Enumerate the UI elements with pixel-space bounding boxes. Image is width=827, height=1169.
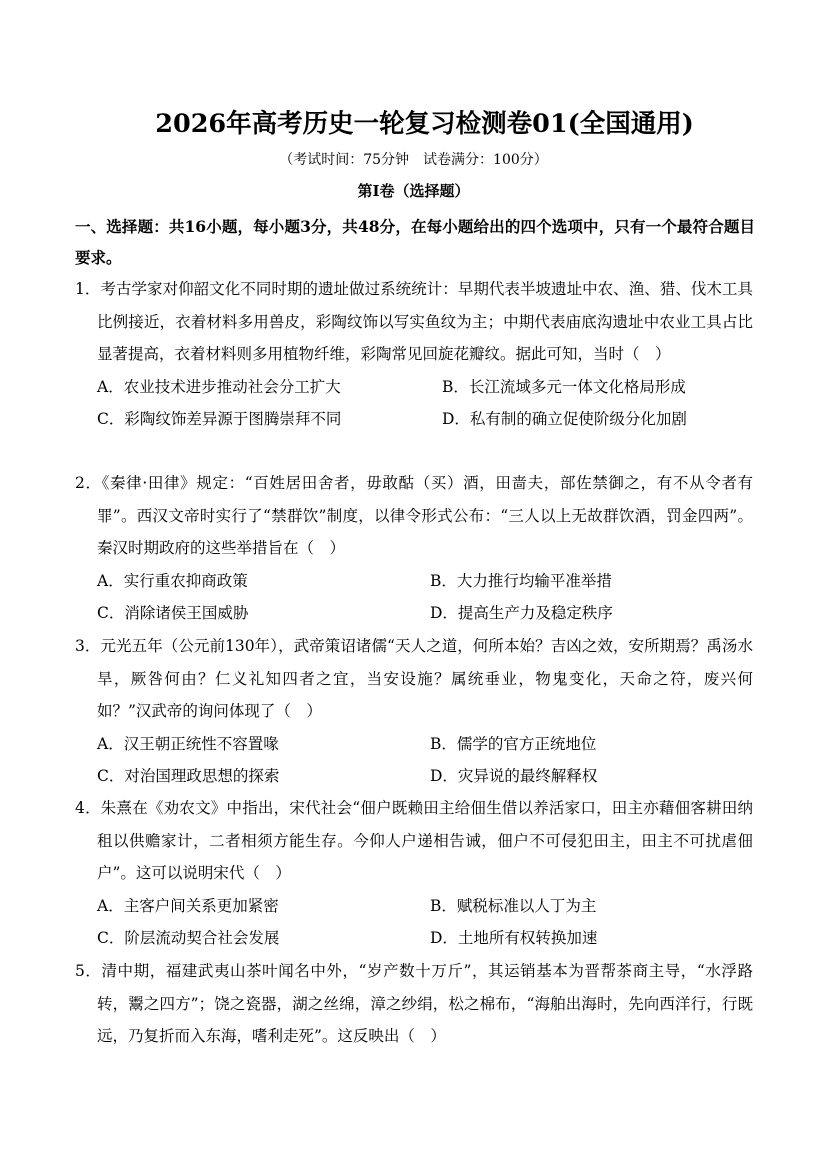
- option-b[interactable]: B．儒学的官方正统地位: [430, 734, 597, 753]
- question-4: [75, 792, 753, 954]
- question-stem: 4．朱熹在《劝农文》中指出，宋代社会“佃户既赖田主给佃生借以养活家口，田主亦藉佃客耕田纳租以供赡家计，二者相须方能生存。今仰人户递相告诫，佃户不可侵犯田主，田主不可扰虐佃户”。这可以说明宋代（ ）: [75, 799, 753, 882]
- question-5: [75, 955, 753, 1053]
- option-b[interactable]: B．大力推行均输平准举措: [430, 571, 612, 590]
- option-b[interactable]: B．长江流域多元一体文化格局形成: [442, 377, 686, 396]
- option-d[interactable]: D．土地所有权转换加速: [430, 928, 598, 947]
- question-stem: 3．元光五年（公元前130年），武帝策诏诸儒“天人之道，何所本始？吉凶之效，安所期焉？禹汤水旱，厥咎何由？仁义礼知四者之宜，当安设施？属统垂业，物鬼变化，天命之符，废兴何如？”汉武帝的询问体现了（ ）: [75, 637, 753, 720]
- question-3: [75, 630, 753, 792]
- exam-info: （考试时间：75分钟 试卷满分：100分）: [279, 152, 548, 168]
- option-c[interactable]: C．消除诸侯王国威胁: [97, 603, 249, 622]
- options: [75, 371, 753, 435]
- options: [75, 728, 753, 792]
- option-a[interactable]: A．汉王朝正统性不容置喙: [97, 734, 279, 753]
- option-c[interactable]: C．阶层流动契合社会发展: [97, 928, 280, 947]
- question-2: [75, 467, 753, 629]
- part-title: 第Ⅰ卷（选择题）: [357, 182, 470, 200]
- question-stem: 5．清中期，福建武夷山茶叶闻名中外，“岁产数十万斤”，其运销基本为晋帮茶商主导，“水浮路转，鬻之四方”；饶之瓷器，湖之丝绵，漳之纱绢，松之棉布，“海舶出海时，先向西洋行，行既远，乃复折而入东海，嗜利走死”。这反映出（ ）: [75, 962, 753, 1045]
- option-a[interactable]: A．主客户间关系更加紧密: [97, 896, 279, 915]
- option-d[interactable]: D．私有制的确立促使阶级分化加剧: [442, 409, 687, 428]
- option-c[interactable]: C．彩陶纹饰差异源于图腾崇拜不同: [97, 409, 342, 428]
- exam-title: 2026年高考历史一轮复习检测卷01(全国通用): [155, 109, 694, 139]
- question-stem: 2．《秦律·田律》规定：“百姓居田舍者，毋敢酤（买）酒，田啬夫，部佐禁御之，有不从令者有罪”。西汉文帝时实行了“禁群饮”制度，以律令形式公布：“三人以上无故群饮酒，罚金四两”。秦汉时期政府的这些举措旨在（ ）: [75, 474, 753, 557]
- option-c[interactable]: C．对治国理政思想的探索: [97, 766, 280, 785]
- options: [75, 565, 753, 629]
- option-d[interactable]: D．提高生产力及稳定秩序: [430, 603, 613, 622]
- option-d[interactable]: D．灾异说的最终解释权: [430, 766, 598, 785]
- question-1: [75, 273, 753, 435]
- options: [75, 890, 753, 954]
- option-a[interactable]: A．农业技术进步推动社会分工扩大: [97, 377, 341, 396]
- option-a[interactable]: A．实行重农抑商政策: [97, 571, 248, 590]
- section-instructions: 一、选择题：共16小题，每小题3分，共48分，在每小题给出的四个选项中，只有一个最符合题目要求。: [75, 217, 755, 267]
- question-stem: 1．考古学家对仰韶文化不同时期的遗址做过系统统计：早期代表半坡遗址中农、渔、猎、伐木工具比例接近，衣着材料多用兽皮，彩陶纹饰以写实鱼纹为主；中期代表庙底沟遗址中农业工具占比显著提高，衣着材料则多用植物纤维，彩陶常见回旋花瓣纹。据此可知，当时（ ）: [75, 280, 753, 363]
- option-b[interactable]: B．赋税标准以人丁为主: [430, 896, 597, 915]
